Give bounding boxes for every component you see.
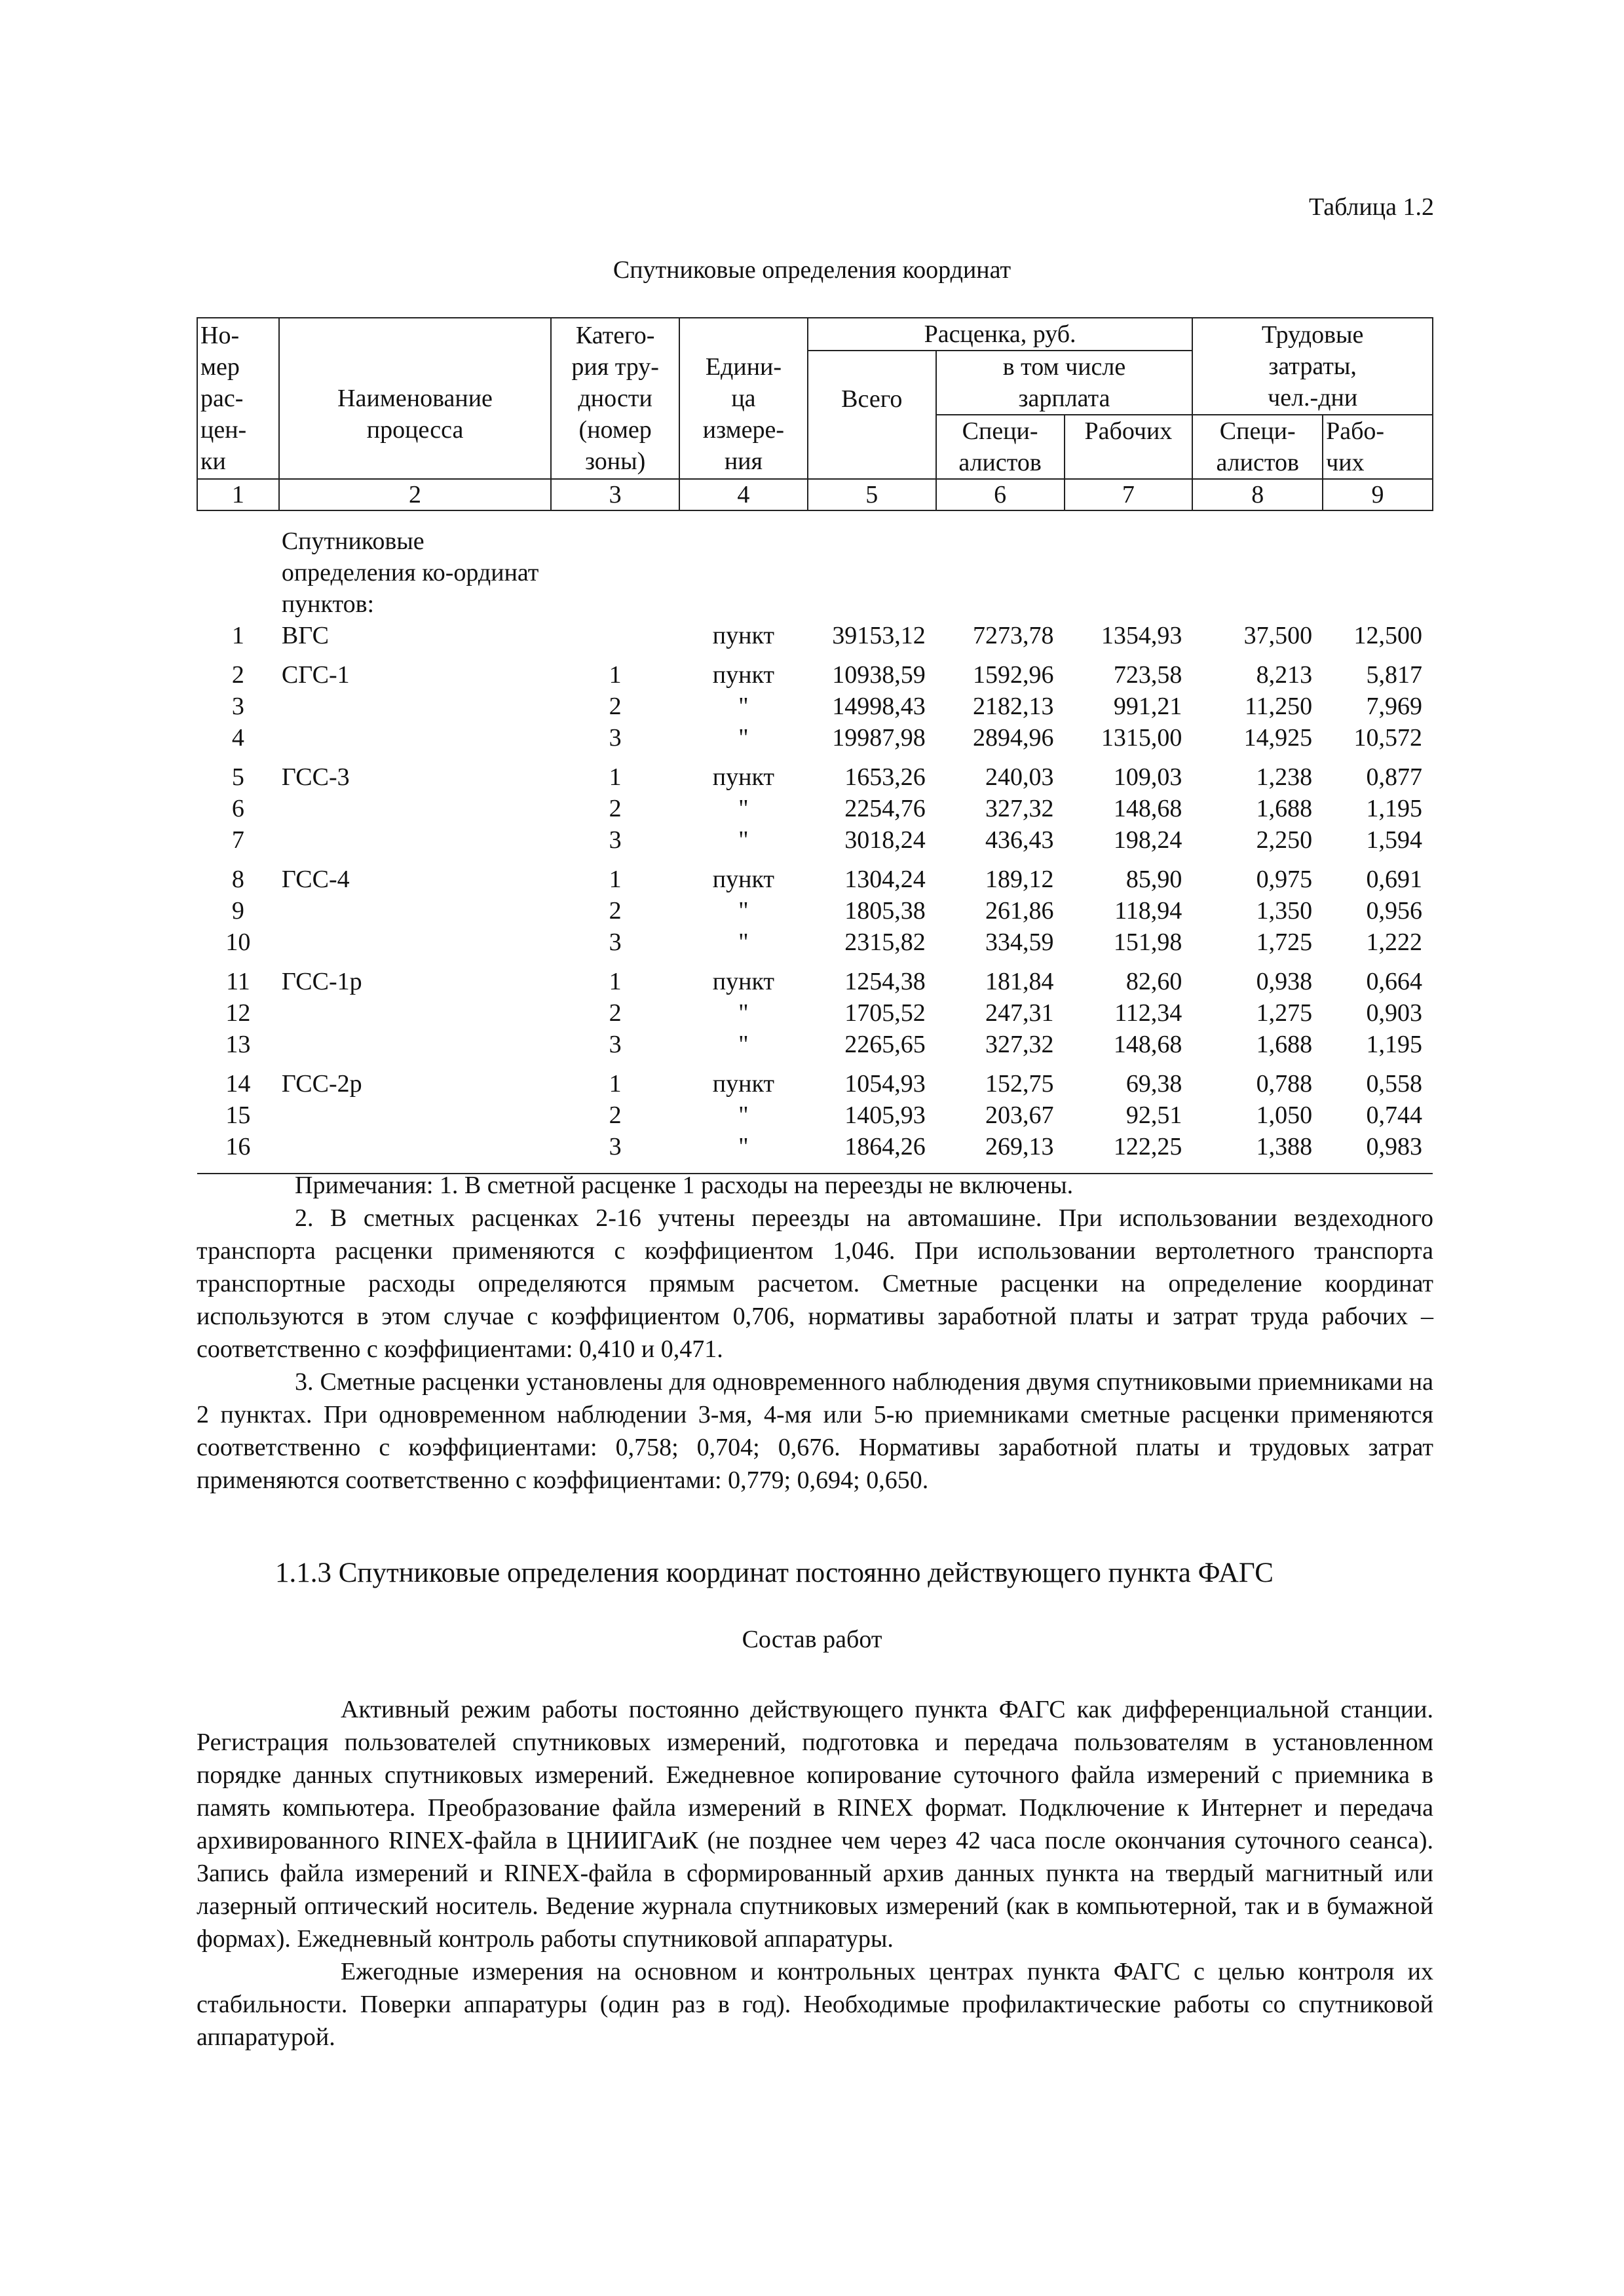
cell-price-total: 2265,65 xyxy=(844,1031,926,1058)
cell-rate-number: 3 xyxy=(231,693,244,720)
cell-salary-workers: 69,38 xyxy=(1125,1070,1182,1098)
cell-unit: пункт xyxy=(712,661,775,689)
table-row xyxy=(197,997,1433,1029)
cell-category: 2 xyxy=(609,897,622,925)
cell-category: 2 xyxy=(609,999,622,1027)
cell-process-name xyxy=(279,1131,551,1174)
note-2: 2. В сметных расценках 2-16 учтены переезды на автомашине. При использовании вездеходного транспорта расценки применяются с коэффициентом 1,046. При использовании вертолетного транспорта транспортные расходы определяются прямым расчетом. Сметные расценки на определение координат используются в этом случае с коэффициентом 0,706, нормативы заработной платы и затрат труда рабочих – соответственно с коэффициентами: 0,410 и 0,471. xyxy=(197,1204,1433,1363)
table-label: Таблица 1.2 xyxy=(1308,193,1434,221)
cell-rate-number: 13 xyxy=(225,1031,251,1058)
cell-price-total: 1304,24 xyxy=(844,866,926,893)
cell-process-name xyxy=(279,927,551,958)
table-row xyxy=(197,927,1433,958)
table-row xyxy=(197,1100,1433,1131)
cell-labor-workers: 0,558 xyxy=(1366,1070,1422,1098)
column-numbers-row xyxy=(197,479,1433,510)
header-unit: Едини- ца измере- ния xyxy=(679,318,808,479)
table-row xyxy=(197,793,1433,824)
cell-category: 2 xyxy=(609,693,622,720)
cell-unit: " xyxy=(738,826,749,854)
cell-salary-specialists: 327,32 xyxy=(985,1031,1054,1058)
intro-row xyxy=(197,510,1433,620)
cell-salary-specialists: 436,43 xyxy=(985,826,1054,854)
column-number: 9 xyxy=(1323,479,1433,510)
cell-labor-specialists: 1,388 xyxy=(1192,1131,1323,1174)
cell-category: 2 xyxy=(609,795,622,822)
cell-labor-workers: 7,969 xyxy=(1366,693,1422,720)
header-process-name: Наименование процесса xyxy=(279,318,551,479)
cell-price-total: 1254,38 xyxy=(844,968,926,995)
cell-process-name: ГСС-4 xyxy=(281,866,350,893)
cell-unit: " xyxy=(738,928,749,956)
cell-price-total: 19987,98 xyxy=(832,724,926,752)
cell-category: 3 xyxy=(551,1131,679,1174)
cell-salary-workers: 991,21 xyxy=(1113,693,1182,720)
cell-category: 1 xyxy=(609,968,622,995)
notes xyxy=(197,1169,1433,1497)
cell-salary-specialists: 1592,96 xyxy=(973,661,1054,689)
cell-price-total: 1405,93 xyxy=(844,1101,926,1129)
cell-unit: " xyxy=(738,795,749,822)
column-number: 3 xyxy=(551,479,679,510)
cell-process-name: ВГС xyxy=(281,622,330,649)
cell-process-name xyxy=(279,997,551,1029)
note-3: 3. Сметные расценки установлены для одновременного наблюдения двумя спутниковыми приемниками на 2 пунктах. При одновременном наблюдении 3-мя, 4-мя или 5-ю приемниками сметные расценки применяются соответственно с коэффициентами: 0,758; 0,704; 0,676. Нормативы заработной платы и трудовых затрат применяются соответственно с коэффициентами: 0,779; 0,694; 0,650. xyxy=(197,1368,1433,1494)
cell-salary-specialists: 269,13 xyxy=(936,1131,1065,1174)
table-row xyxy=(197,620,1433,651)
cell-labor-specialists: 14,925 xyxy=(1243,724,1313,752)
cell-unit: " xyxy=(738,1101,749,1129)
table-row xyxy=(197,1060,1433,1100)
table-row xyxy=(197,1131,1433,1174)
cell-price-total: 3018,24 xyxy=(844,826,926,854)
header-difficulty-category: Катего- рия тру- дности (номер зоны) xyxy=(551,318,679,479)
cell-rate-number: 8 xyxy=(231,866,244,893)
note-1: Примечания: 1. В сметной расценке 1 расходы на переезды не включены. xyxy=(295,1172,1074,1199)
column-number: 8 xyxy=(1192,479,1323,510)
header-labor-specialists: Специ- алистов xyxy=(1192,415,1323,479)
cell-process-name: ГСС-1р xyxy=(281,968,362,995)
cell-salary-workers: 118,94 xyxy=(1114,897,1182,925)
table-body xyxy=(197,510,1433,1174)
cell-labor-workers: 1,222 xyxy=(1366,928,1422,956)
cell-labor-workers: 10,572 xyxy=(1353,724,1422,752)
cell-rate-number: 11 xyxy=(226,968,250,995)
cell-salary-specialists: 2894,96 xyxy=(973,724,1054,752)
header-including-salary: в том числе зарплата xyxy=(936,351,1193,415)
cell-category: 1 xyxy=(609,661,622,689)
cell-process-name xyxy=(279,1029,551,1060)
body-text xyxy=(197,1693,1433,2054)
cell-salary-workers: 85,90 xyxy=(1125,866,1182,893)
cell-process-name: СГС-1 xyxy=(281,661,350,689)
cell-labor-workers: 0,744 xyxy=(1366,1101,1422,1129)
header-salary-workers: Рабочих xyxy=(1065,415,1193,479)
cell-salary-specialists: 261,86 xyxy=(985,897,1054,925)
column-number: 5 xyxy=(808,479,936,510)
cell-salary-workers: 198,24 xyxy=(1113,826,1182,854)
cell-labor-specialists: 1,275 xyxy=(1256,999,1313,1027)
cell-rate-number: 16 xyxy=(197,1131,279,1174)
table-title: Спутниковые определения координат xyxy=(613,256,1011,284)
cell-labor-workers: 1,594 xyxy=(1366,826,1422,854)
cell-price-total: 1705,52 xyxy=(844,999,926,1027)
cell-category: 3 xyxy=(609,928,622,956)
column-number: 7 xyxy=(1065,479,1193,510)
cell-price-total: 39153,12 xyxy=(832,622,926,649)
header-labor-workers: Рабо- чих xyxy=(1323,415,1433,479)
cell-rate-number: 12 xyxy=(225,999,251,1027)
cell-salary-workers: 109,03 xyxy=(1113,763,1182,791)
header-labor-costs: Трудовые затраты, чел.-дни xyxy=(1192,318,1433,415)
cell-rate-number: 2 xyxy=(231,661,244,689)
cell-salary-workers: 92,51 xyxy=(1125,1101,1182,1129)
cell-labor-specialists: 1,688 xyxy=(1256,795,1313,822)
cell-unit: " xyxy=(679,1131,808,1174)
cell-salary-workers: 1354,93 xyxy=(1101,622,1182,649)
cell-labor-specialists: 1,050 xyxy=(1256,1101,1313,1129)
cell-rate-number: 4 xyxy=(231,724,244,752)
cell-salary-workers: 723,58 xyxy=(1113,661,1182,689)
cell-rate-number: 7 xyxy=(231,826,244,854)
column-number: 1 xyxy=(197,479,279,510)
cell-salary-specialists: 2182,13 xyxy=(973,693,1054,720)
cell-process-name xyxy=(279,895,551,927)
cell-labor-workers: 0,691 xyxy=(1366,866,1422,893)
cell-category: 1 xyxy=(609,866,622,893)
cell-process-name xyxy=(279,722,551,754)
cell-price-total: 14998,43 xyxy=(832,693,926,720)
cell-salary-workers: 112,34 xyxy=(1114,999,1182,1027)
table-row xyxy=(197,651,1433,691)
cell-rate-number: 14 xyxy=(225,1070,251,1098)
cell-labor-specialists: 2,250 xyxy=(1256,826,1313,854)
cell-labor-specialists: 1,238 xyxy=(1256,763,1313,791)
cell-salary-specialists: 7273,78 xyxy=(973,622,1054,649)
cell-process-name: ГСС-3 xyxy=(281,763,350,791)
cell-salary-specialists: 247,31 xyxy=(985,999,1054,1027)
header-price-total: Всего xyxy=(808,351,936,479)
cell-rate-number: 9 xyxy=(231,897,244,925)
cell-process-name xyxy=(279,691,551,722)
cell-price-total: 2315,82 xyxy=(844,928,926,956)
cell-category: 3 xyxy=(609,1031,622,1058)
cell-price-total: 1653,26 xyxy=(844,763,926,791)
cell-category xyxy=(551,620,679,651)
cell-unit: пункт xyxy=(712,968,775,995)
cell-salary-specialists: 181,84 xyxy=(985,968,1054,995)
cell-rate-number: 6 xyxy=(231,795,244,822)
intro-text: Спутниковые определения ко-ординат пунктов: xyxy=(281,527,539,618)
cell-salary-specialists: 189,12 xyxy=(985,866,1054,893)
table-row xyxy=(197,691,1433,722)
header-rate-number: Но- мер рас- цен- ки xyxy=(197,318,279,479)
table-row xyxy=(197,895,1433,927)
cell-labor-workers: 12,500 xyxy=(1353,622,1422,649)
table-row xyxy=(197,856,1433,895)
cell-unit: " xyxy=(738,693,749,720)
table-header xyxy=(197,318,1433,510)
cell-labor-specialists: 37,500 xyxy=(1243,622,1313,649)
cell-rate-number: 10 xyxy=(225,928,251,956)
header-salary-specialists: Специ- алистов xyxy=(936,415,1065,479)
table-row xyxy=(197,754,1433,793)
table-row xyxy=(197,1029,1433,1060)
cell-labor-workers: 0,956 xyxy=(1366,897,1422,925)
cell-salary-workers: 148,68 xyxy=(1113,795,1182,822)
table-row xyxy=(197,958,1433,997)
table-row xyxy=(197,824,1433,856)
cell-price-total: 1054,93 xyxy=(844,1070,926,1098)
cell-process-name: ГСС-2р xyxy=(281,1070,362,1098)
paragraph: Активный режим работы постоянно действующего пункта ФАГС как дифференциальной станции. Регистрация пользователей спутниковых измерений, подготовка и передача пользователям в установленном порядке данных спутниковых измерений. Ежедневное копирование суточного файла измерений с приемника в память компьютера. Преобразование файла измерений в RINEX формат. Подключение к Интернет и передача архивированного RINEX-файла в ЦНИИГАиК (не позднее чем через 42 часа после окончания суточного сеанса). Запись файла измерений и RINEX-файла в сформированный архив данных пункта на твердый магнитный или лазерный оптический носитель. Ведение журнала спутниковых измерений (как в компьютерной, так и в бумажной формах). Ежедневный контроль работы спутниковой аппаратуры. xyxy=(197,1696,1433,1953)
rates-table xyxy=(197,317,1433,1174)
cell-labor-workers: 5,817 xyxy=(1366,661,1422,689)
cell-labor-specialists: 0,788 xyxy=(1256,1070,1313,1098)
cell-price-total: 2254,76 xyxy=(844,795,926,822)
cell-unit: " xyxy=(738,724,749,752)
cell-rate-number: 15 xyxy=(225,1101,251,1129)
cell-process-name xyxy=(279,824,551,856)
cell-salary-workers: 122,25 xyxy=(1065,1131,1193,1174)
cell-price-total: 1864,26 xyxy=(808,1131,936,1174)
cell-unit: пункт xyxy=(712,866,775,893)
cell-salary-specialists: 240,03 xyxy=(985,763,1054,791)
cell-salary-specialists: 327,32 xyxy=(985,795,1054,822)
cell-rate-number: 5 xyxy=(231,763,244,791)
cell-unit: пункт xyxy=(712,622,775,649)
cell-rate-number: 1 xyxy=(231,622,244,649)
cell-labor-workers: 0,903 xyxy=(1366,999,1422,1027)
cell-unit: " xyxy=(738,897,749,925)
cell-labor-workers: 1,195 xyxy=(1366,1031,1422,1058)
cell-labor-workers: 0,983 xyxy=(1323,1131,1433,1174)
cell-labor-workers: 0,664 xyxy=(1366,968,1422,995)
cell-labor-specialists: 0,975 xyxy=(1256,866,1313,893)
cell-labor-specialists: 11,250 xyxy=(1245,693,1313,720)
cell-process-name xyxy=(279,1100,551,1131)
cell-labor-specialists: 1,350 xyxy=(1256,897,1313,925)
cell-salary-workers: 151,98 xyxy=(1113,928,1182,956)
cell-salary-workers: 148,68 xyxy=(1113,1031,1182,1058)
cell-category: 1 xyxy=(609,1070,622,1098)
section-heading: 1.1.3 Спутниковые определения координат постоянно действующего пункта ФАГС xyxy=(275,1558,1274,1588)
cell-process-name xyxy=(279,793,551,824)
cell-labor-workers: 1,195 xyxy=(1366,795,1422,822)
cell-price-total: 10938,59 xyxy=(832,661,926,689)
cell-unit: " xyxy=(738,999,749,1027)
cell-category: 1 xyxy=(609,763,622,791)
cell-salary-specialists: 152,75 xyxy=(985,1070,1054,1098)
cell-labor-specialists: 1,725 xyxy=(1256,928,1313,956)
cell-salary-workers: 82,60 xyxy=(1125,968,1182,995)
column-number: 4 xyxy=(679,479,808,510)
cell-price-total: 1805,38 xyxy=(844,897,926,925)
cell-unit: пункт xyxy=(712,763,775,791)
cell-category: 2 xyxy=(609,1101,622,1129)
header-price: Расценка, руб. xyxy=(808,318,1193,351)
cell-category: 3 xyxy=(609,724,622,752)
cell-category: 3 xyxy=(609,826,622,854)
column-number: 6 xyxy=(936,479,1065,510)
table-row xyxy=(197,722,1433,754)
paragraph: Ежегодные измерения на основном и контрольных центрах пункта ФАГС с целью контроля их стабильности. Поверки аппаратуры (один раз в год). Необходимые профилактические работы со спутниковой аппаратурой. xyxy=(197,1958,1433,2051)
cell-unit: пункт xyxy=(712,1070,775,1098)
cell-labor-specialists: 8,213 xyxy=(1256,661,1313,689)
cell-labor-specialists: 1,688 xyxy=(1256,1031,1313,1058)
cell-salary-workers: 1315,00 xyxy=(1101,724,1182,752)
cell-labor-workers: 0,877 xyxy=(1366,763,1422,791)
subheading: Состав работ xyxy=(742,1626,882,1653)
cell-salary-specialists: 203,67 xyxy=(985,1101,1054,1129)
cell-labor-specialists: 0,938 xyxy=(1256,968,1313,995)
column-number: 2 xyxy=(279,479,551,510)
cell-salary-specialists: 334,59 xyxy=(985,928,1054,956)
cell-unit: " xyxy=(738,1031,749,1058)
